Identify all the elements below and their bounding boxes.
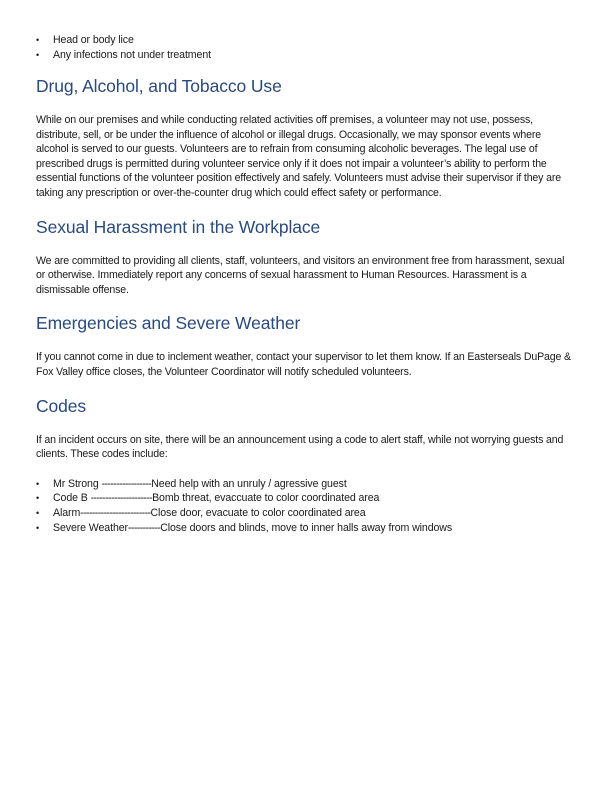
code-name: Mr Strong xyxy=(53,477,102,490)
code-item-alarm xyxy=(36,506,576,521)
section-codes xyxy=(36,395,576,536)
bullet-icon: • xyxy=(36,478,40,489)
code-name: Severe Weather xyxy=(53,521,128,534)
code-description: Need help with an unruly / agressive guest xyxy=(151,477,347,490)
code-name: Code B xyxy=(53,492,91,505)
section-body: We are committed to providing all clients, staff, volunteers, and visitors an environment free from harassment, sexual or otherwise. Immediately report any concerns of sexual harassment to Human Resources. Harassment is a dismissable offense. xyxy=(36,254,565,296)
bullet-icon: • xyxy=(36,50,40,60)
codes-list xyxy=(36,477,576,535)
list-item-text: Any infections not under treatment xyxy=(53,49,211,61)
code-leader-dashes: --------------------- xyxy=(90,492,153,505)
symptoms-bullet-list xyxy=(36,33,576,63)
code-item-severe-weather xyxy=(36,521,576,536)
section-sexual-harassment xyxy=(36,216,576,298)
section-heading: Sexual Harassment in the Workplace xyxy=(36,216,321,237)
code-name: Alarm xyxy=(53,506,81,519)
list-item xyxy=(36,33,576,48)
code-leader-dashes: ----------------- xyxy=(101,477,152,490)
section-emergencies-weather xyxy=(36,312,576,379)
code-description: Bomb threat, evaccuate to color coordinated area xyxy=(152,492,380,505)
section-heading: Codes xyxy=(36,395,87,416)
section-drug-alcohol-tobacco xyxy=(36,75,576,201)
code-description: Close door, evacuate to color coordinated area xyxy=(150,506,366,519)
code-item-mr-strong xyxy=(36,477,576,492)
list-item-text: Head or body lice xyxy=(53,34,134,46)
code-leader-dashes: ------------------------ xyxy=(80,506,151,519)
bullet-icon: • xyxy=(36,493,40,504)
bullet-icon: • xyxy=(36,35,40,45)
code-leader-dashes: ----------- xyxy=(127,521,161,534)
section-body: If you cannot come in due to inclement weather, contact your supervisor to let them know. If an Easterseals DuPage & Fox Valley office closes, the Volunteer Coordinator will notify scheduled volunteers. xyxy=(36,351,571,378)
section-body: If an incident occurs on site, there will be an announcement using a code to alert staff, while not worrying guests and clients. These codes include: xyxy=(36,433,564,461)
code-item-code-b xyxy=(36,491,576,506)
section-heading: Emergencies and Severe Weather xyxy=(36,313,301,334)
bullet-icon: • xyxy=(36,522,40,533)
section-body: While on our premises and while conducting related activities off premises, a volunteer may not use, possess, distribute, sell, or be under the influence of alcohol or illegal drugs. Occasionally, we may sponsor events where alcohol is served to our guests. Volunteers are to refrain from consuming alcoholic beverages. The legal use of prescribed drugs is permitted during volunteer service only if it does not impair a volunteer’s ability to perform the essential functions of the volunteer position effectively and safely. Volunteers must advise their supervisor if they are taking any prescription or over-the-counter drug which could effect safety or performance. xyxy=(36,114,561,199)
list-item xyxy=(36,48,576,63)
section-heading: Drug, Alcohol, and Tobacco Use xyxy=(36,76,282,96)
bullet-icon: • xyxy=(36,507,40,518)
document-page xyxy=(36,33,576,535)
code-description: Close doors and blinds, move to inner halls away from windows xyxy=(160,521,453,534)
